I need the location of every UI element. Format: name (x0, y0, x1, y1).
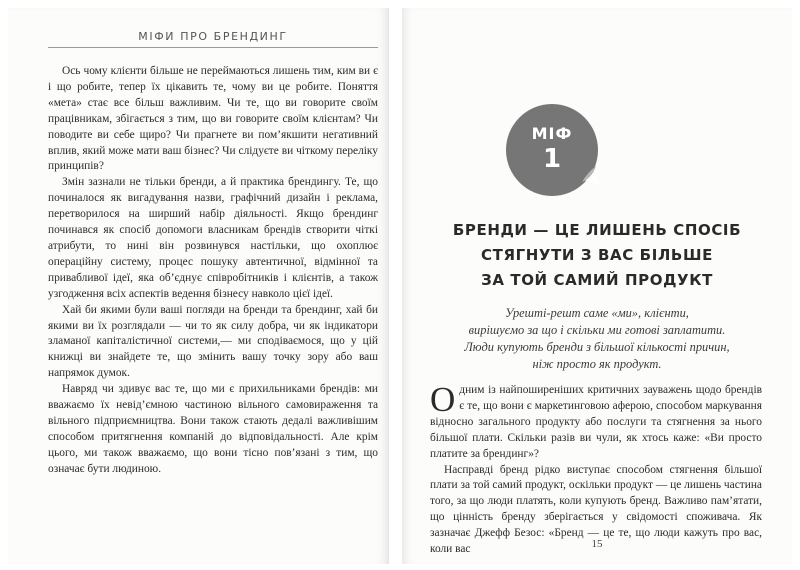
myth-subtitle (402, 305, 792, 373)
paragraph: Ось чому клієнти більше не переймаються лишень тим, ким ви є і що робите, тепер їх цікавить те, чому ви це робите. Поняття «мета» стає все більш важливим. Чи те, що ви говорите своїм працівникам, збігається з тим, що ви говорите своїм клієнтам? Чи поводите ви себе щиро? Чи прагнете ви пом’якшити негативний вплив, який може мати ваш бізнес? Чи слідуєте ви чіткому переліку принципів? (48, 65, 378, 173)
paragraph: Хай би якими були ваші погляди на бренди та брендинг, хай би якими ви їх розглядали — чи то як силу добра, чи як індикатори зламаної капіталістичної системи,— ми сподіваємося, що у цій книжці ви знайдете те, що змінить вашу точку зору або ваш напрямок думок. (48, 303, 378, 380)
right-body-text (430, 380, 762, 558)
title-line: БРЕНДИ — ЦЕ ЛИШЕНЬ СПОСІБ (452, 221, 742, 239)
left-body-text (48, 64, 378, 478)
myth-badge (504, 102, 600, 198)
title-line: СТЯГНУТИ З ВАС БІЛЬШЕ (481, 246, 713, 264)
subtitle-line: ніж просто як продукт. (532, 357, 662, 371)
drop-cap: О (430, 380, 456, 419)
left-page (8, 8, 389, 564)
myth-title (402, 218, 792, 293)
right-page (402, 8, 792, 564)
subtitle-line: Урешті-решт саме «ми», клієнти, (505, 306, 689, 320)
page-number: 15 (591, 538, 603, 550)
title-line: ЗА ТОЙ САМИЙ ПРОДУКТ (481, 271, 713, 289)
running-head: МІФИ ПРО БРЕНДИНГ (48, 30, 378, 48)
paragraph (430, 380, 762, 463)
myth-label: МІФ (531, 124, 573, 143)
subtitle-line: вирішуємо за що і скільки ми готові заплатити. (468, 323, 726, 337)
paragraph: Навряд чи здивує вас те, що ми є прихильниками брендів: ми вважаємо їх невід’ємною частиною вільного самовираження та вільного підприємництва. Вони також стають дедалі важливішим способом притягнення компаній до відповідальності. Але крім цього, ми також вважаємо, що вони тісно пов’язані з тим, що означає бути людиною. (48, 383, 378, 475)
subtitle-line: Люди купують бренди з більшої кількості причин, (464, 340, 730, 354)
paragraph: Насправді бренд рідко виступає способом стягнення більшої плати за той самий продукт, оскільки продукт — це лишень частина того, за що люди платять, коли купують бренд. Важливо пам’ятати, що цінність бренду зберігається у свідомості споживача. Як зазначає Джефф Безос: «Бренд — це те, що люди кажуть про вас, коли вас (430, 463, 762, 556)
paragraph: Змін зазнали не тільки бренди, а й практика брендингу. Те, що починалося як вигадування назви, графічний дизайн і реклама, перетворилося на ширший набір діяльності. Якщо брендинг починався як спосіб допомоги власникам брендів створити чіткі атрибути, то нині він розвинувся настільки, що охоплює операційну систему, процес пошуку автентичної, відмінної та привабливої ідеї, яка об’єднує співробітників і клієнтів, а також узгодження всіх аспектів ведення бізнесу навколо цієї ідеї. (48, 176, 378, 300)
myth-number: 1 (542, 144, 562, 174)
paragraph-text: дним із найпоширеніших критичних зауважень щодо брендів є те, що вони є маркетинговою аферою, способом маркування відносно загального продукту або послуги та стягнення за нього більшої плати. Скільки разів ви чули, як хтось каже: «Ви просто платите за брендинг»? (430, 384, 762, 460)
